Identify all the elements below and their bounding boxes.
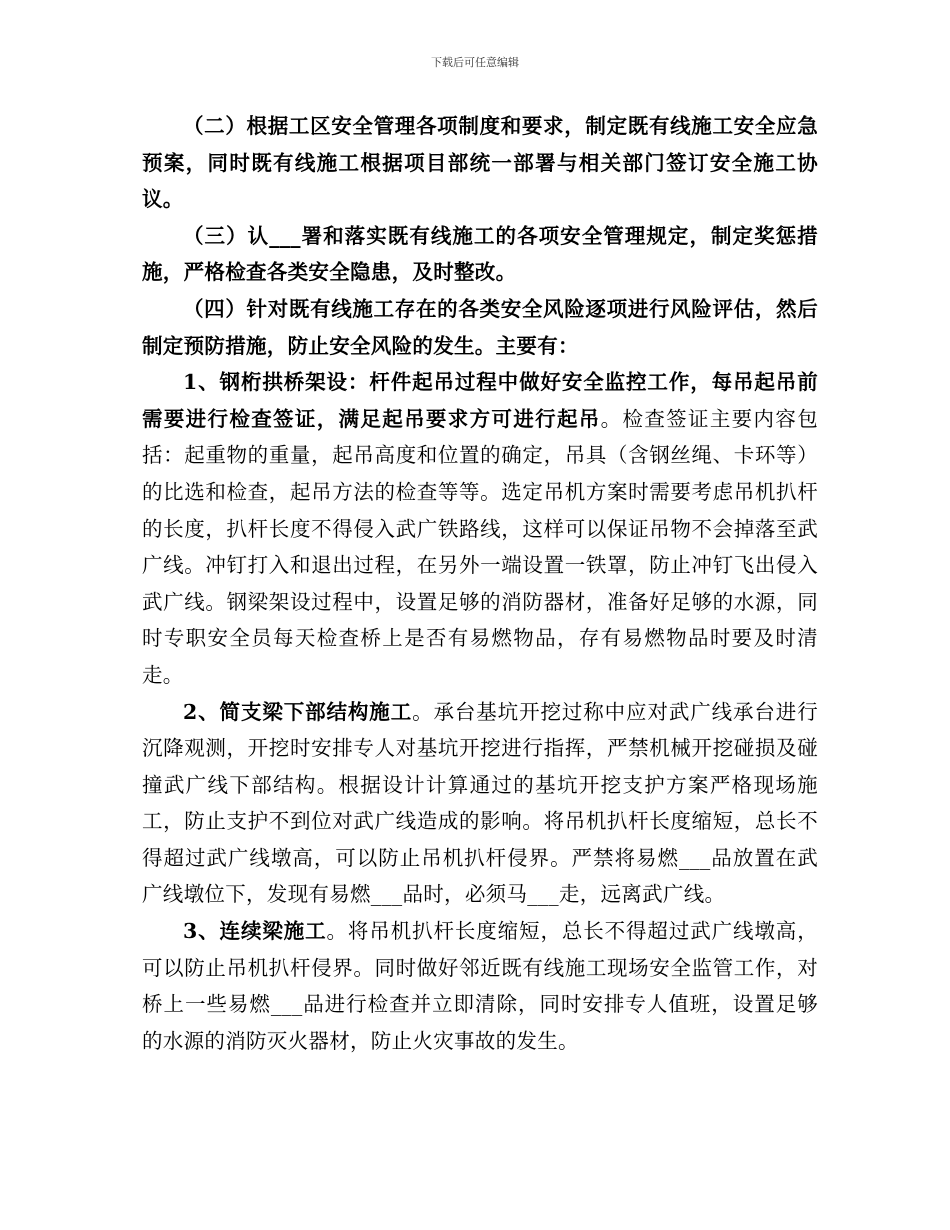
- item-1-lead: 1、钢桁拱桥架设：杆件起吊过程中做好安全监控工作，每吊起吊前需要进行检查签证，满足起吊要求方可进行起吊: [142, 370, 818, 431]
- paragraph-item-3: [142, 913, 818, 1059]
- paragraph-item-1: [142, 364, 818, 693]
- page-header: 下载后可任意编辑: [431, 56, 519, 69]
- item-2-lead: 2、简支梁下部结构施工: [183, 699, 413, 724]
- paragraph-item-2: [142, 694, 818, 914]
- item-2-body: 。承台基坑开挖过称中应对武广线承台进行沉降观测，开挖时安排专人对基坑开挖进行指挥，严禁机械开挖碰损及碰撞武广线下部结构。根据设计计算通过的基坑开挖支护方案严格现场施工，防止支护不到位对武广线造成的影响。将吊机扒杆长度缩短，总长不得超过武广线墩高，可以防止吊机扒杆侵界。严禁将易燃___品放置在武广线墩位下，发现有易燃___品时，必须马___走，远离武广线。: [142, 699, 818, 907]
- item-1-body: 。检查签证主要内容包括：起重物的重量，起吊高度和位置的确定，吊具（含钢丝绳、卡环等）的比选和检查，起吊方法的检查等等。选定吊机方案时需要考虑吊机扒杆的长度，扒杆长度不得侵入武广铁路线，这样可以保证吊物不会掉落至武广线。冲钉打入和退出过程，在另外一端设置一铁罩，防止冲钉飞出侵入武广线。钢梁架设过程中，设置足够的消防器材，准备好足够的水源，同时专职安全员每天检查桥上是否有易燃物品，存有易燃物品时要及时清走。: [142, 406, 818, 687]
- paragraph-section-3: （三）认___署和落实既有线施工的各项安全管理规定，制定奖惩措施，严格检查各类安全隐患，及时整改。: [142, 223, 818, 285]
- item-3-lead: 3、连续梁施工: [183, 919, 327, 944]
- paragraph-section-2: （二）根据工区安全管理各项制度和要求，制定既有线施工安全应急预案，同时既有线施工根据项目部统一部署与相关部门签订安全施工协议。: [142, 114, 818, 212]
- item-3-body: 。将吊机扒杆长度缩短，总长不得超过武广线墩高，可以防止吊机扒杆侵界。同时做好邻近既有线施工现场安全监管工作，对桥上一些易燃___品进行检查并立即清除，同时安排专人值班，设置足够的水源的消防灭火器材，防止火灾事故的发生。: [142, 919, 818, 1053]
- document-body: [142, 108, 818, 1059]
- paragraph-section-4: （四）针对既有线施工存在的各类安全风险逐项进行风险评估，然后制定预防措施，防止安全风险的发生。主要有：: [142, 296, 818, 358]
